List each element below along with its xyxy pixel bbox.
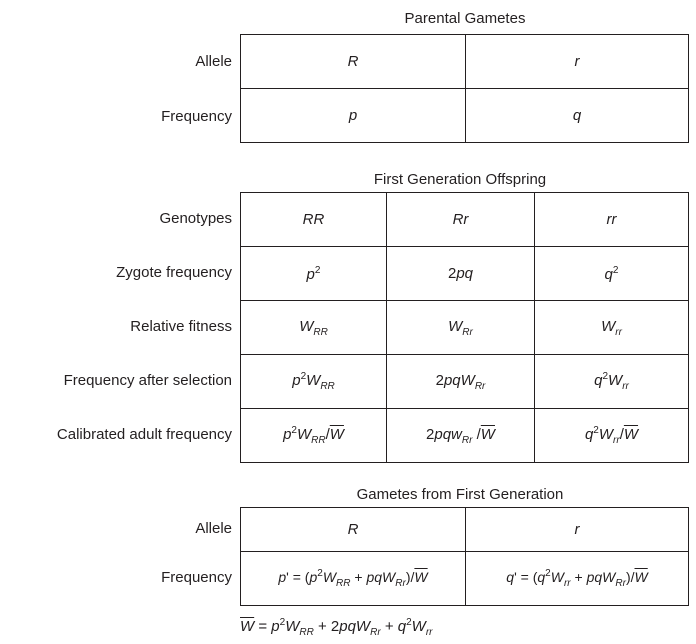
first-generation-title: First Generation Offspring xyxy=(373,171,547,188)
gamete-allele-R-cell: R xyxy=(241,508,466,552)
gametes-first-generation-table xyxy=(240,507,689,606)
q-prime-formula-cell: $q' = (q^2W_{rr} + pqW_{Rr})/\overline{W}$ xyxy=(466,552,689,606)
frequency-p-cell: p xyxy=(241,89,466,143)
row-label-frequency-after-selection: Frequency after selection xyxy=(63,372,232,389)
row-label-allele: Allele xyxy=(195,53,232,70)
first-generation-table xyxy=(240,192,689,463)
row-label-zygote-frequency: Zygote frequency xyxy=(116,264,232,281)
allele-R-cell: R xyxy=(241,35,466,89)
mean-fitness-formula: $\overline{W} = p^2W_{RR} + 2pqW_{Rr} + q^2W_{rr}$ xyxy=(240,617,433,638)
relative-fitness-rr-cell: $W_{rr}$ xyxy=(535,301,689,355)
genotype-RR-cell: RR xyxy=(241,193,387,247)
relative-fitness-Rr-cell: $W_{Rr}$ xyxy=(387,301,535,355)
parental-gametes-title: Parental Gametes xyxy=(404,10,526,27)
calibrated-Rr-cell: 2pqw$_{Rr}$ $/\overline{W}$ xyxy=(387,409,535,463)
frequency-q-cell: q xyxy=(466,89,689,143)
gamete-allele-r-cell: r xyxy=(466,508,689,552)
row-label-frequency-2: Frequency xyxy=(161,569,232,586)
after-selection-rr-cell: $q^2W_{rr}$ xyxy=(535,355,689,409)
allele-r-cell: r xyxy=(466,35,689,89)
zygote-frequency-RR-cell: $p^2$ xyxy=(241,247,387,301)
relative-fitness-RR-cell: $W_{RR}$ xyxy=(241,301,387,355)
parental-gametes-table xyxy=(240,34,689,143)
calibrated-RR-cell: $p^2W_{RR}/\overline{W}$ xyxy=(241,409,387,463)
gametes-first-generation-title: Gametes from First Generation xyxy=(356,486,564,503)
zygote-frequency-rr-cell: $q^2$ xyxy=(535,247,689,301)
row-label-relative-fitness: Relative fitness xyxy=(130,318,232,335)
genotype-rr-cell: rr xyxy=(535,193,689,247)
zygote-frequency-Rr-cell: 2pq xyxy=(387,247,535,301)
after-selection-Rr-cell: 2pqW$_{Rr}$ xyxy=(387,355,535,409)
p-prime-formula-cell: $p' = (p^2W_{RR} + pqW_{Rr})/\overline{W}$ xyxy=(241,552,466,606)
row-label-calibrated-adult-frequency: Calibrated adult frequency xyxy=(56,426,232,443)
after-selection-RR-cell: $p^2W_{RR}$ xyxy=(241,355,387,409)
row-label-allele-2: Allele xyxy=(195,520,232,537)
row-label-genotypes: Genotypes xyxy=(159,210,232,227)
genotype-Rr-cell: Rr xyxy=(387,193,535,247)
row-label-frequency: Frequency xyxy=(161,108,232,125)
calibrated-rr-cell: $q^2W_{rr}/\overline{W}$ xyxy=(535,409,689,463)
